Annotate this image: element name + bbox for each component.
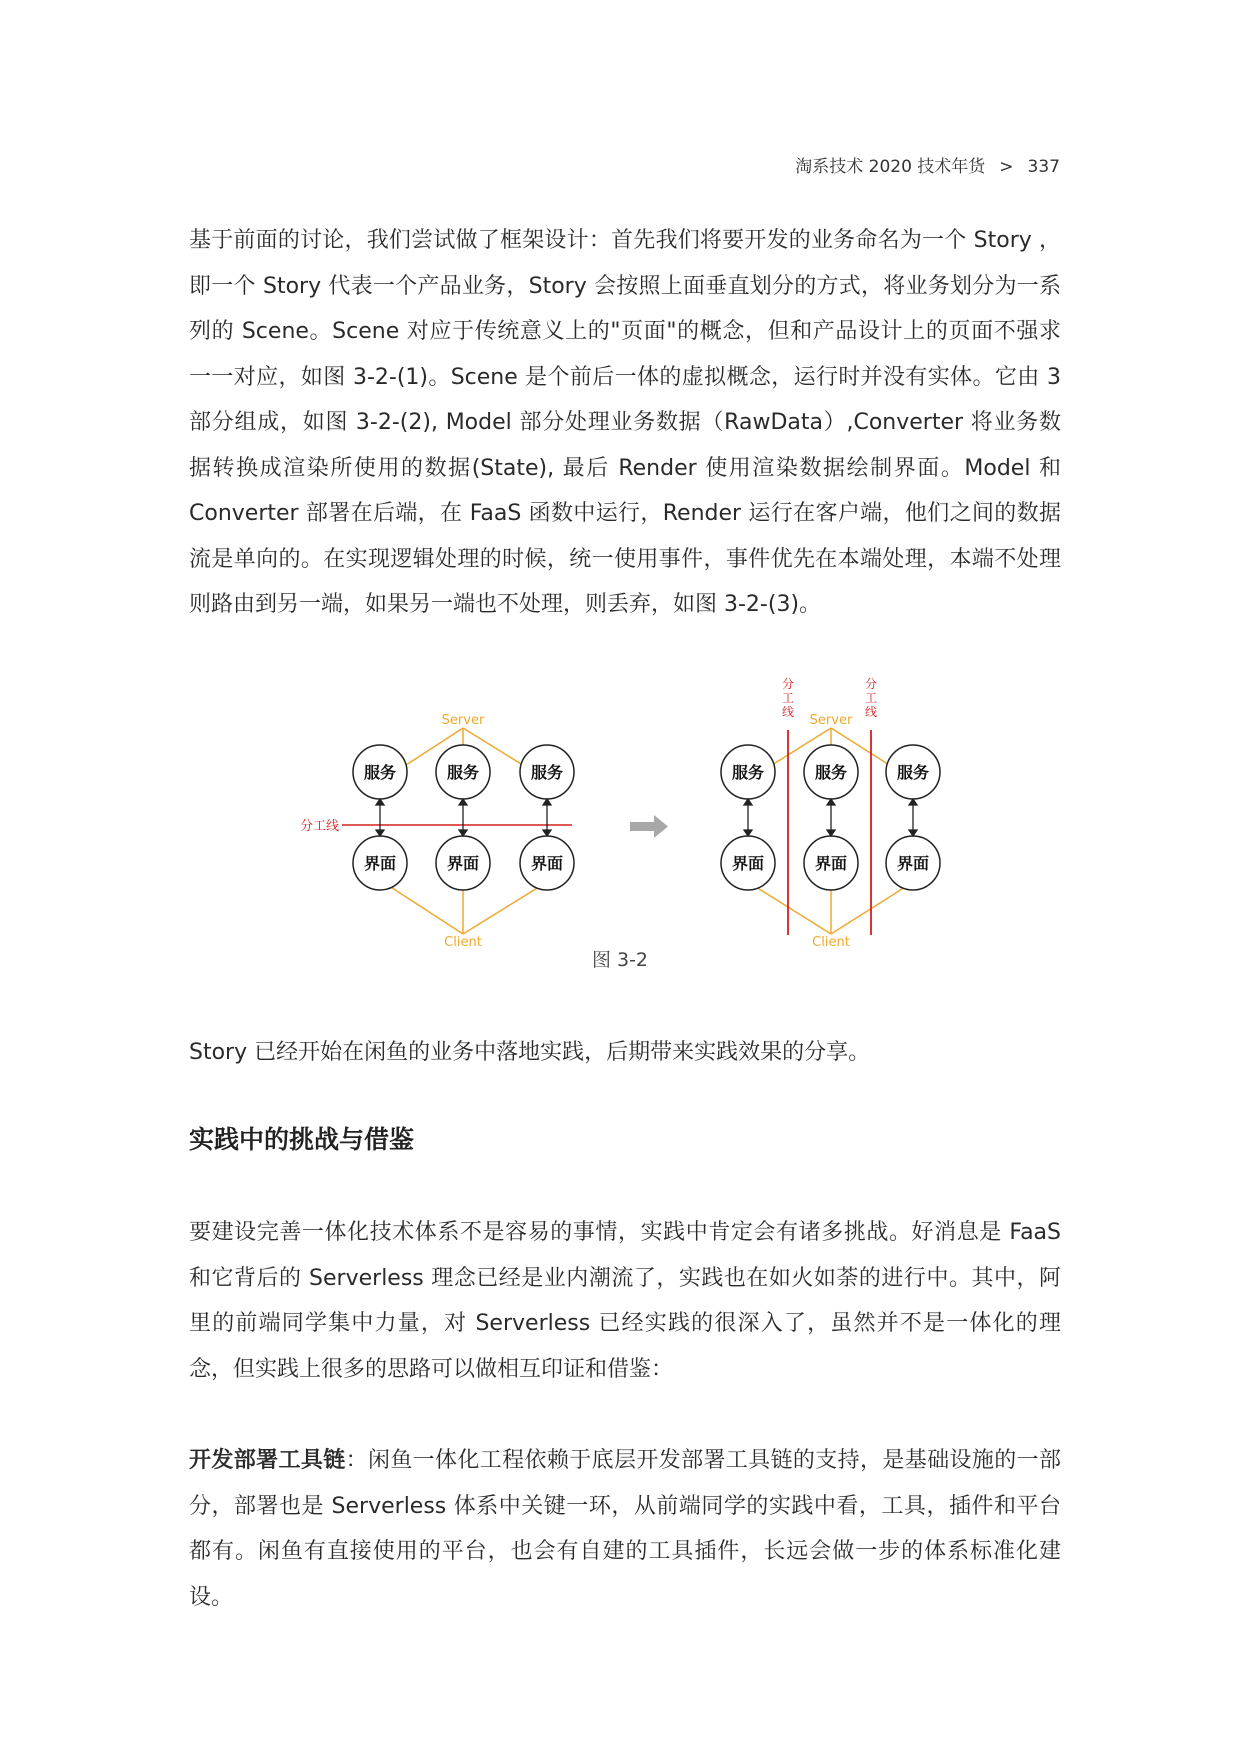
right-service-text-1: 服务 — [731, 763, 765, 782]
left-arrowhead-1-down — [376, 830, 384, 836]
left-arrowhead-3-up — [543, 799, 551, 805]
transition-arrow-shaft — [630, 822, 656, 831]
left-service-text-2: 服务 — [446, 763, 480, 782]
right-divider-2-char-1: 分 — [864, 677, 878, 691]
left-service-text-1: 服务 — [363, 763, 397, 782]
right-arrowhead-1-up — [744, 799, 752, 805]
paragraph-toolchain — [189, 1438, 1061, 1620]
right-arrowhead-3-up — [909, 799, 917, 805]
transition-arrow-head — [654, 815, 668, 838]
transition-arrow — [630, 815, 668, 838]
left-diagram — [300, 713, 574, 950]
right-arrowhead-2-down — [827, 830, 835, 836]
right-divider-2-char-3: 线 — [864, 705, 878, 719]
left-arrowhead-1-up — [376, 799, 384, 805]
left-ui-text-1: 界面 — [363, 854, 397, 873]
right-client-link-1 — [748, 882, 831, 934]
paragraph-framework-design: 基于前面的讨论，我们尝试做了框架设计：首先我们将要开发的业务命名为一个 Story ，即一个 Story 代表一个产品业务，Story 会按照上面垂直划分的方式，将业务划分为一系列的 Scene。Scene 对应于传统意义上的"页面"的概念，但和产品设计上的页面不强求一一对应，如图 3-2-(1)。Scene 是个前后一体的虚拟概念，运行时并没有实体。它由 3 部分组成，如图 3-2-(2), Model 部分处理业务数据（RawData）,Converter 将业务数据转换成渲染所使用的数据(State), 最后 Render 使用渲染数据绘制界面。Model 和 Converter 部署在后端，在 FaaS 函数中运行，Render 运行在客户端，他们之间的数据流是单向的。在实现逻辑处理的时候，统一使用事件，事件优先在本端处理，本端不处理则路由到另一端，如果另一端也不处理，则丢弃，如图 3-2-(3)。 — [189, 228, 1061, 617]
right-arrowhead-3-down — [909, 830, 917, 836]
right-service-text-2: 服务 — [814, 763, 848, 782]
paragraph-challenges: 要建设完善一体化技术体系不是容易的事情，实践中肯定会有诸多挑战。好消息是 FaaS 和它背后的 Serverless 理念已经是业内潮流了，实践也在如火如荼的进行中。其中，阿里的前端同学集中力量，对 Serverless 已经实践的很深入了，虽然并不是一体化的理念，但实践上很多的思路可以做相互印证和借鉴： — [189, 1220, 1061, 1382]
left-client-link-1 — [383, 882, 463, 934]
right-ui-text-2: 界面 — [814, 854, 848, 873]
left-divider-label: 分工线 — [300, 819, 340, 834]
page-number: 337 — [1027, 157, 1060, 177]
section-heading: 实践中的挑战与借鉴 — [189, 1125, 415, 1154]
right-server-label: Server — [809, 713, 853, 728]
right-client-link-3 — [831, 882, 913, 934]
page-header — [795, 152, 1060, 177]
right-divider-2-char-2: 工 — [864, 691, 878, 705]
left-arrowhead-2-up — [459, 799, 467, 805]
book-title: 淘系技术 2020 技术年货 — [795, 157, 986, 177]
figure-caption: 图 3-2 — [591, 949, 649, 971]
right-arrowhead-1-down — [744, 830, 752, 836]
left-client-label: Client — [444, 935, 482, 950]
right-diagram — [721, 676, 940, 950]
right-arrowhead-2-up — [827, 799, 835, 805]
toolchain-description: ：闲鱼一体化工程依赖于底层开发部署工具链的支持，是基础设施的一部分，部署也是 Serverless 体系中关键一环，从前端同学的实践中看，工具，插件和平台都有。闲鱼有直接使用的平台，也会有自建的工具插件，长远会做一步的体系标准化建设。 — [189, 1448, 1061, 1610]
left-ui-text-2: 界面 — [446, 854, 480, 873]
toolchain-term: 开发部署工具链 — [189, 1448, 346, 1473]
right-divider-1-char-2: 工 — [781, 691, 795, 705]
figure-3-2-diagram — [290, 670, 960, 950]
left-arrowhead-3-down — [543, 830, 551, 836]
left-server-label: Server — [441, 713, 485, 728]
left-service-text-3: 服务 — [530, 763, 564, 782]
paragraph-story-practice: Story 已经开始在闲鱼的业务中落地实践，后期带来实践效果的分享。 — [189, 1040, 871, 1065]
left-ui-text-3: 界面 — [530, 854, 564, 873]
header-separator: > — [999, 157, 1014, 177]
right-service-text-3: 服务 — [896, 763, 930, 782]
right-ui-text-3: 界面 — [896, 854, 930, 873]
left-arrowhead-2-down — [459, 830, 467, 836]
right-divider-1-char-3: 线 — [781, 705, 795, 719]
right-client-label: Client — [812, 935, 850, 950]
right-divider-1-char-1: 分 — [781, 677, 795, 691]
left-client-link-3 — [463, 882, 547, 934]
right-ui-text-1: 界面 — [731, 854, 765, 873]
